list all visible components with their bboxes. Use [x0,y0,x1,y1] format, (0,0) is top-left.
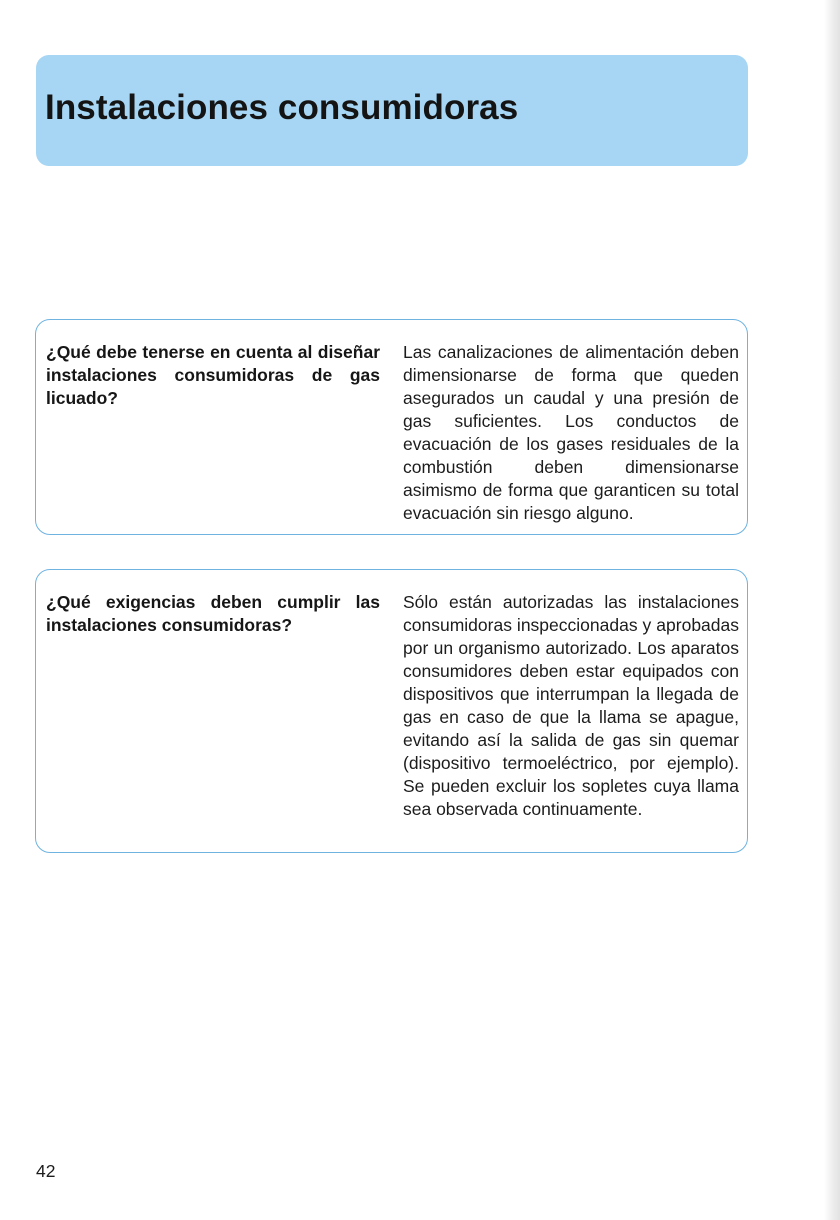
answer-text: Sólo están autorizadas las instalaciones consumidoras inspeccionadas y aprobadas por un organismo autorizado. Los aparatos consumidores deben estar equipados con dispositivos que interrumpan la llegada de gas en caso de que la llama se apague, evitando así la salida de gas sin quemar (dispositivo termoeléctrico, por ejemplo). Se pueden excluir los sopletes cuya llama sea observada continuamente. [403,592,739,819]
page-number: 42 [36,1161,56,1181]
question-text: ¿Qué exigencias deben cumplir las instalaciones consumidoras? [46,592,380,635]
qa-box-design [35,319,748,535]
title-banner [36,55,748,166]
answer-text: Las canalizaciones de alimentación deben dimensionarse de forma que queden asegurados un caudal y una presión de gas suficientes. Los conductos de evacuación de los gases residuales de la combustión deben dimensionarse asimismo de forma que garanticen su total evacuación sin riesgo alguno. [403,342,739,523]
page-title: Instalaciones consumidoras [45,88,519,127]
qa-box-requirements [35,569,748,853]
page-edge-shadow [824,0,840,1220]
question-text: ¿Qué debe tenerse en cuenta al diseñar instalaciones consumidoras de gas licuado? [46,342,380,408]
